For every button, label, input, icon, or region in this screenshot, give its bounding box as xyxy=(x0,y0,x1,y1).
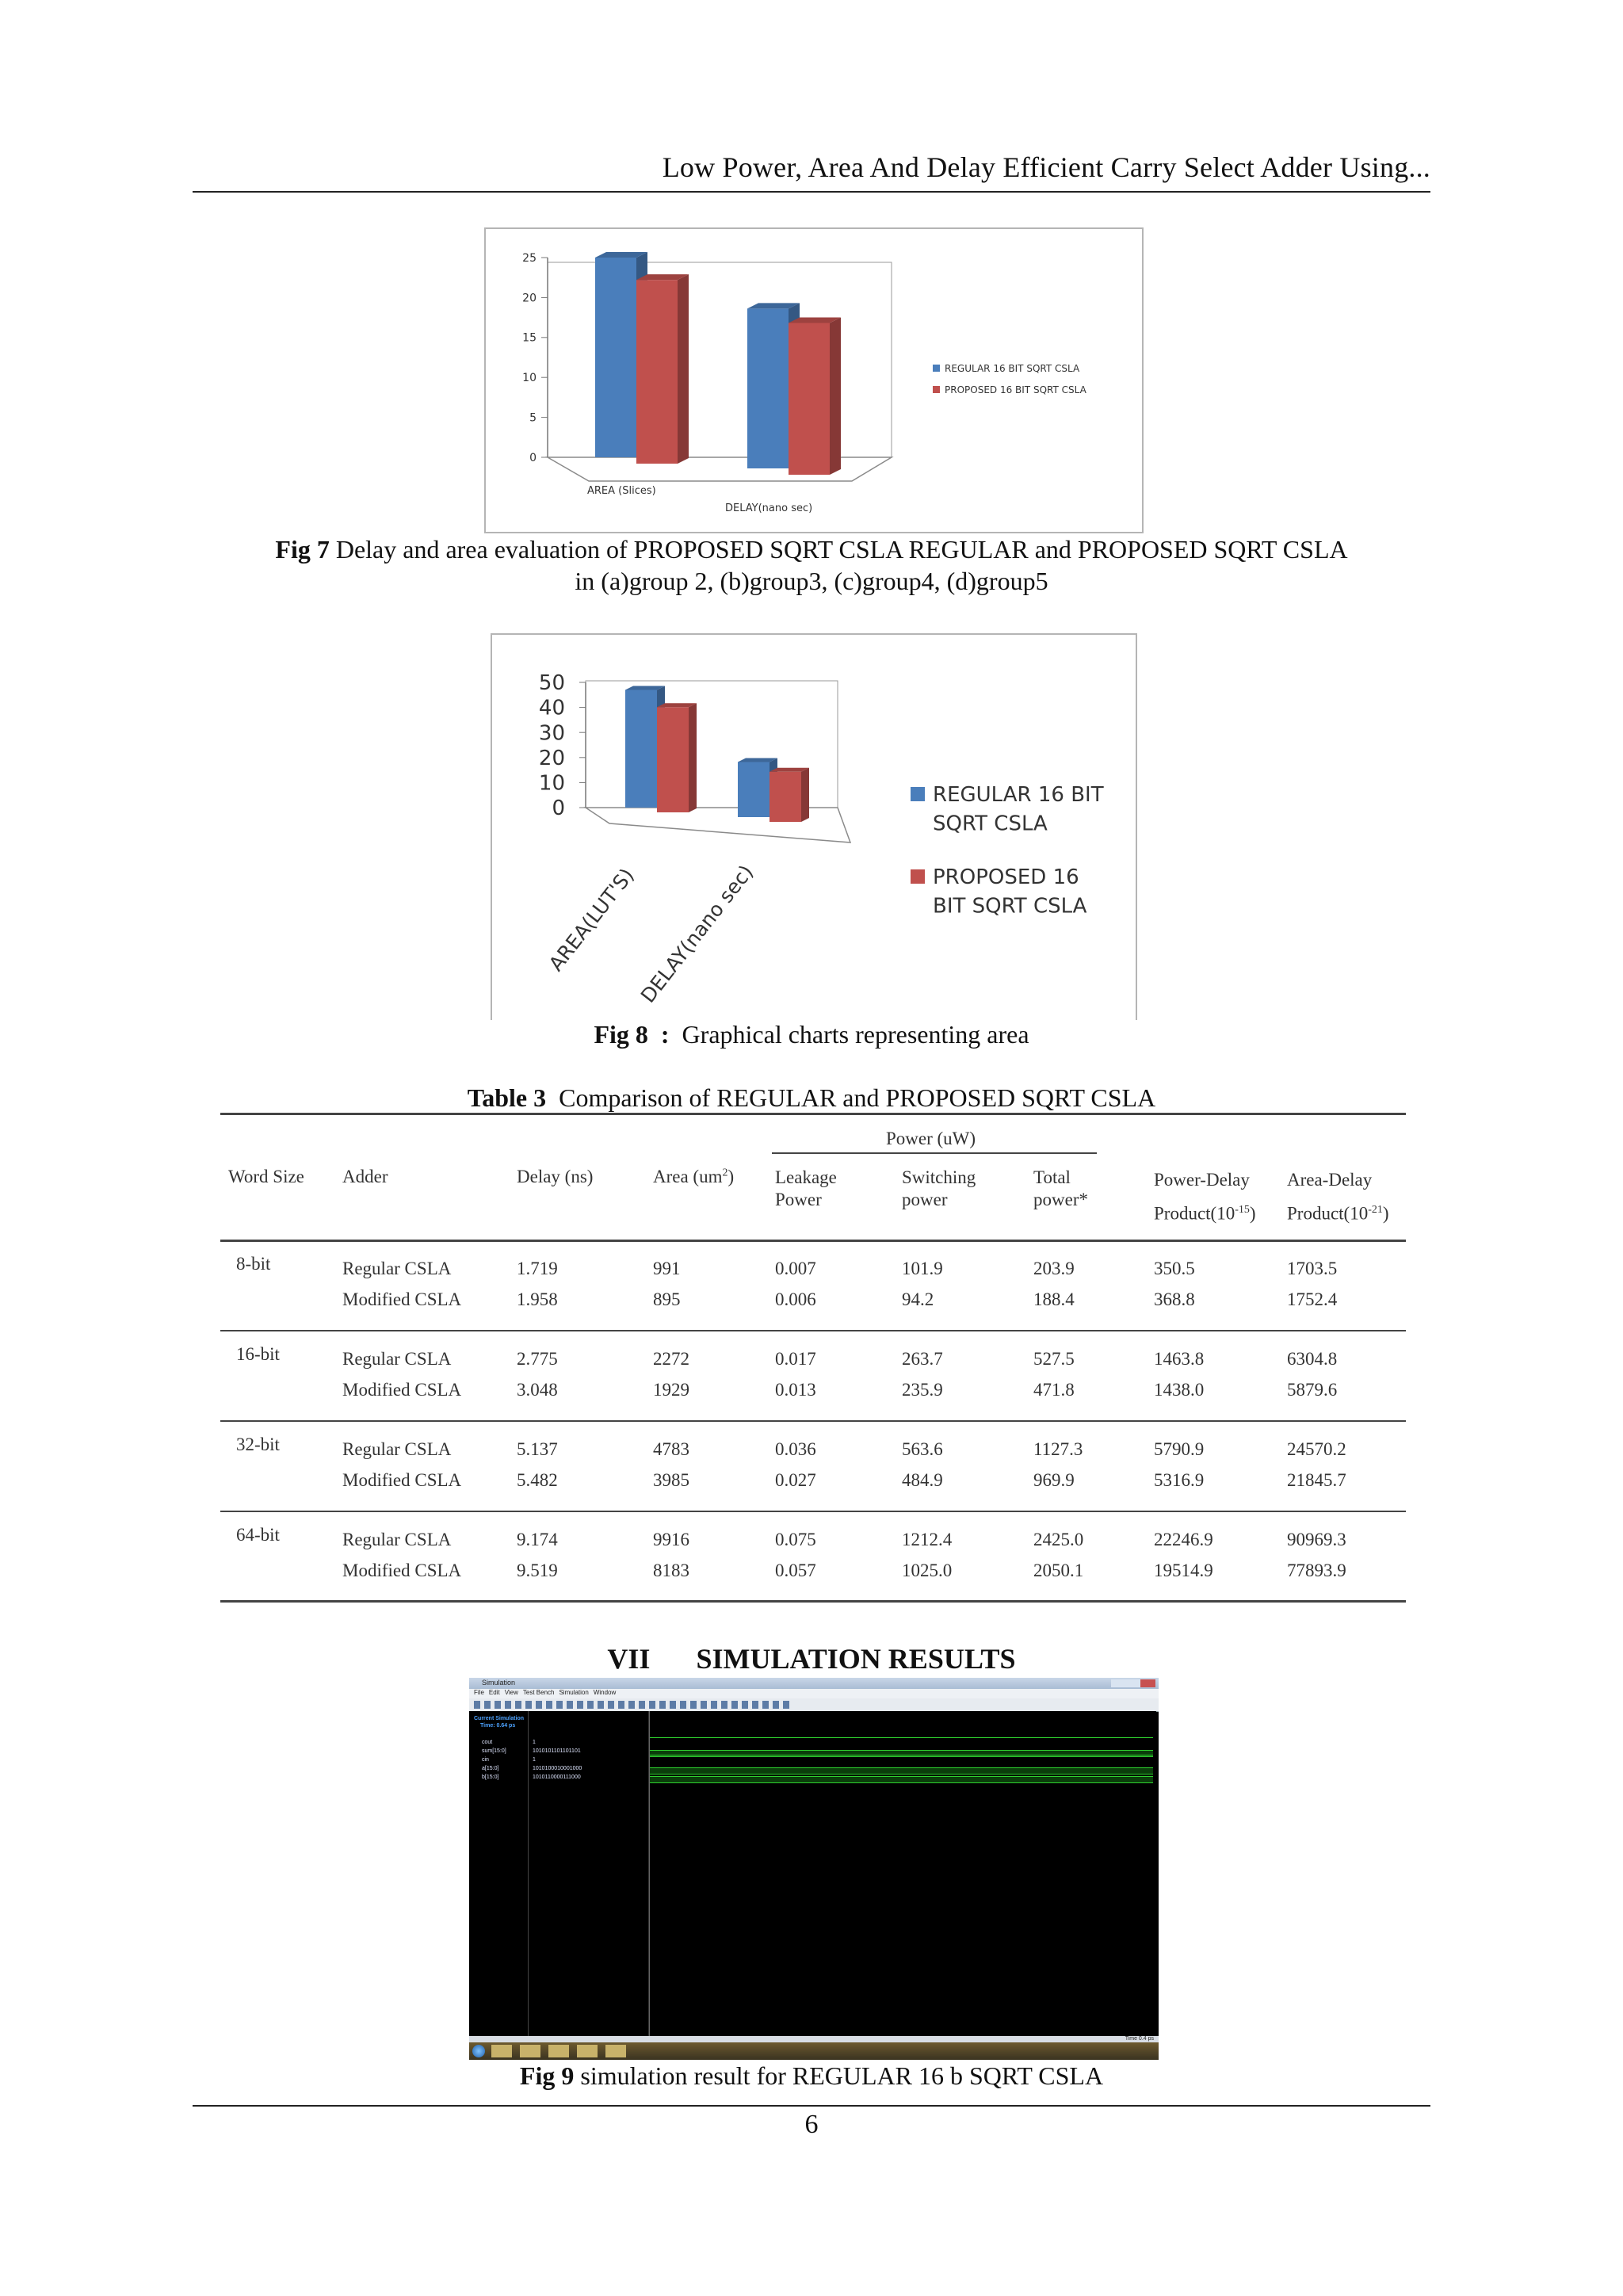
value-cell: 5.137 xyxy=(517,1439,558,1459)
value-cell: 5879.6 xyxy=(1287,1380,1338,1400)
adder-cell: Modified CSLA xyxy=(342,1470,462,1490)
value-cell: 188.4 xyxy=(1033,1289,1075,1309)
header-adp-1: Area-Delay xyxy=(1287,1170,1373,1190)
fig9-caption xyxy=(193,2060,1430,2092)
value-cell: 90969.3 xyxy=(1287,1530,1346,1549)
fig8-chart xyxy=(491,633,1137,1020)
value-cell: 101.9 xyxy=(902,1259,943,1278)
section-number: VII xyxy=(607,1643,651,1675)
header-area-text: Area (um xyxy=(653,1167,723,1186)
sim-time-cursor[interactable] xyxy=(649,1711,650,2036)
value-cell: 203.9 xyxy=(1033,1259,1075,1278)
sim-signal-name[interactable]: b[15:0] xyxy=(482,1775,499,1780)
bar-front xyxy=(747,308,789,468)
sim-waveform xyxy=(649,1776,1153,1783)
category-label: DELAY(nano sec) xyxy=(725,502,813,514)
legend-label: PROPOSED 16 BIT SQRT CSLA xyxy=(945,384,1086,395)
category-label: DELAY(nano sec) xyxy=(636,860,758,1007)
value-cell: 895 xyxy=(653,1289,681,1309)
value-cell: 8183 xyxy=(653,1561,689,1580)
value-cell: 1127.3 xyxy=(1033,1439,1083,1459)
header-delay: Delay (ns) xyxy=(517,1167,594,1186)
section-title: SIMULATION RESULTS xyxy=(696,1643,1016,1675)
bar-front xyxy=(657,707,689,812)
sim-menu-item[interactable]: View xyxy=(504,1689,518,1696)
adder-cell: Modified CSLA xyxy=(342,1561,462,1580)
y-tick-label: 25 xyxy=(522,251,537,265)
value-cell: 0.006 xyxy=(775,1289,816,1309)
bar-side xyxy=(678,274,689,464)
value-cell: 350.5 xyxy=(1154,1259,1195,1278)
value-cell: 1.719 xyxy=(517,1259,558,1278)
value-cell: 1463.8 xyxy=(1154,1349,1205,1369)
power-group-header: Power (uW) xyxy=(886,1129,976,1148)
y-tick-label: 20 xyxy=(538,746,565,770)
sim-signal-name[interactable]: cin xyxy=(482,1757,489,1763)
value-cell: 1212.4 xyxy=(902,1530,953,1549)
value-cell: 1752.4 xyxy=(1287,1289,1338,1309)
legend-swatch xyxy=(933,386,940,393)
legend-swatch xyxy=(911,787,925,801)
bar-front xyxy=(769,772,801,822)
header-adp xyxy=(1287,1165,1389,1229)
sim-signal-name[interactable]: sum[15:0] xyxy=(482,1748,506,1754)
sim-menu-item[interactable]: Simulation xyxy=(559,1689,589,1696)
value-cell: 471.8 xyxy=(1033,1380,1075,1400)
category-label: AREA (Slices) xyxy=(587,485,656,497)
running-head: Low Power, Area And Delay Efficient Carry Select Adder Using... xyxy=(662,151,1430,183)
value-cell: 77893.9 xyxy=(1287,1561,1346,1580)
sim-menu-item[interactable]: File xyxy=(474,1689,484,1696)
sim-signal-value: 1010110000111000 xyxy=(533,1775,581,1780)
adder-cell: Regular CSLA xyxy=(342,1349,452,1369)
sim-menu-item[interactable]: Test Bench xyxy=(522,1689,555,1696)
value-cell: 1929 xyxy=(653,1380,689,1400)
value-cell: 94.2 xyxy=(902,1289,934,1309)
bar-front xyxy=(789,323,830,475)
legend-label: SQRT CSLA xyxy=(933,812,1048,836)
value-cell: 969.9 xyxy=(1033,1470,1075,1490)
bar-side xyxy=(830,317,841,475)
sim-window-title: Simulation xyxy=(482,1679,516,1687)
table3-caption xyxy=(193,1082,1430,1114)
header-pdp-sup: -15 xyxy=(1235,1204,1250,1216)
value-cell: 5790.9 xyxy=(1154,1439,1205,1459)
bar-side xyxy=(689,703,697,812)
sim-toolbar[interactable] xyxy=(469,1698,1159,1712)
sim-wave-area xyxy=(649,1711,1156,2036)
power-group-rule xyxy=(772,1152,1097,1154)
header-pdp xyxy=(1154,1165,1256,1229)
sim-status-time: Time 0.4 ps xyxy=(1125,2036,1154,2042)
fig7-caption-line1: Delay and area evaluation of PROPOSED SQRT CSLA REGULAR and PROPOSED SQRT CSLA xyxy=(335,535,1348,563)
sim-window-controls[interactable] xyxy=(1111,1679,1155,1687)
value-cell: 1703.5 xyxy=(1287,1259,1338,1278)
footer-rule xyxy=(193,2105,1430,2107)
word-size-cell: 16-bit xyxy=(236,1344,280,1364)
value-cell: 0.036 xyxy=(775,1439,816,1459)
header-switching xyxy=(902,1167,976,1211)
value-cell: 5316.9 xyxy=(1154,1470,1205,1490)
table-rule xyxy=(220,1511,1406,1512)
value-cell: 9.174 xyxy=(517,1530,558,1549)
header-pdp-2: Product(10 xyxy=(1154,1203,1235,1224)
value-cell: 1.958 xyxy=(517,1289,558,1309)
page-number: 6 xyxy=(804,2110,819,2139)
legend-label: PROPOSED 16 xyxy=(933,865,1079,889)
value-cell: 21845.7 xyxy=(1287,1470,1346,1490)
value-cell: 6304.8 xyxy=(1287,1349,1338,1369)
table-rule xyxy=(220,1600,1406,1603)
header-leakage-1: Leakage xyxy=(775,1167,837,1187)
fig7-caption xyxy=(193,533,1430,597)
header-word-size: Word Size xyxy=(228,1167,304,1186)
header-total xyxy=(1033,1167,1088,1211)
table3-label: Table 3 xyxy=(467,1083,547,1112)
value-cell: 19514.9 xyxy=(1154,1561,1213,1580)
y-tick-label: 40 xyxy=(538,696,565,720)
header-adp-close: ) xyxy=(1382,1203,1389,1224)
category-label: AREA(LUT'S) xyxy=(544,864,639,976)
sim-menu-bar xyxy=(469,1689,1159,1698)
word-size-cell: 32-bit xyxy=(236,1435,280,1454)
value-cell: 5.482 xyxy=(517,1470,558,1490)
legend-swatch xyxy=(911,869,925,884)
sim-waveform xyxy=(649,1737,1153,1738)
value-cell: 2425.0 xyxy=(1033,1530,1084,1549)
bar-front xyxy=(636,280,678,464)
sim-scrollbar[interactable] xyxy=(469,2036,1159,2042)
value-cell: 0.057 xyxy=(775,1561,816,1580)
adder-cell: Modified CSLA xyxy=(342,1289,462,1309)
header-area-sup: 2 xyxy=(722,1167,728,1179)
header-total-2: power* xyxy=(1033,1190,1088,1209)
legend-swatch xyxy=(933,365,940,372)
legend-label: REGULAR 16 BIT SQRT CSLA xyxy=(945,363,1080,374)
fig9-label: Fig 9 xyxy=(519,2061,575,2090)
header-area-close: ) xyxy=(727,1167,735,1186)
table-top-rule xyxy=(220,1113,1406,1115)
header-leakage-2: Power xyxy=(775,1190,822,1209)
y-tick-label: 50 xyxy=(538,671,565,696)
sim-menu-item[interactable]: Edit xyxy=(488,1689,500,1696)
value-cell: 1438.0 xyxy=(1154,1380,1205,1400)
value-cell: 3985 xyxy=(653,1470,689,1490)
value-cell: 263.7 xyxy=(902,1349,943,1369)
fig8-separator: : xyxy=(660,1020,670,1049)
sim-panel-title-1: Current Simulation xyxy=(474,1716,525,1721)
fig8-caption xyxy=(193,1018,1430,1050)
sim-signal-value: 1 xyxy=(533,1740,536,1745)
table-rule xyxy=(220,1240,1406,1242)
sim-signal-name[interactable]: a[15:0] xyxy=(482,1766,499,1771)
value-cell: 991 xyxy=(653,1259,681,1278)
fig7-chart xyxy=(484,227,1144,533)
sim-waveform xyxy=(649,1767,1153,1775)
header-pdp-close: ) xyxy=(1249,1203,1256,1224)
header-adp-2: Product(10 xyxy=(1287,1203,1369,1224)
value-cell: 2.775 xyxy=(517,1349,558,1369)
value-cell: 22246.9 xyxy=(1154,1530,1213,1549)
taskbar-apps[interactable] xyxy=(491,2045,634,2057)
sim-signal-value: 1010100010001000 xyxy=(533,1766,582,1771)
value-cell: 0.017 xyxy=(775,1349,816,1369)
value-cell: 24570.2 xyxy=(1287,1439,1346,1459)
sim-waveform xyxy=(649,1750,1153,1757)
value-cell: 0.075 xyxy=(775,1530,816,1549)
header-pdp-1: Power-Delay xyxy=(1154,1170,1250,1190)
value-cell: 3.048 xyxy=(517,1380,558,1400)
header-switching-2: power xyxy=(902,1190,948,1209)
value-cell: 2050.1 xyxy=(1033,1561,1084,1580)
y-tick-label: 0 xyxy=(529,451,537,464)
fig7-label: Fig 7 xyxy=(275,535,330,563)
chart-floor xyxy=(586,808,850,842)
fig8-label: Fig 8 xyxy=(594,1020,648,1049)
adder-cell: Regular CSLA xyxy=(342,1259,452,1278)
value-cell: 4783 xyxy=(653,1439,689,1459)
y-tick-label: 20 xyxy=(522,292,537,305)
value-cell: 0.013 xyxy=(775,1380,816,1400)
value-cell: 368.8 xyxy=(1154,1289,1195,1309)
header-adder: Adder xyxy=(342,1167,388,1186)
y-tick-label: 15 xyxy=(522,331,537,345)
table-rule xyxy=(220,1330,1406,1331)
header-area xyxy=(653,1167,734,1187)
sim-signal-value: 1 xyxy=(533,1757,536,1763)
y-tick-label: 30 xyxy=(538,721,565,746)
start-button-icon[interactable] xyxy=(472,2045,485,2057)
value-cell: 1025.0 xyxy=(902,1561,953,1580)
y-tick-label: 10 xyxy=(538,771,565,796)
header-total-1: Total xyxy=(1033,1167,1071,1187)
y-tick-label: 10 xyxy=(522,372,537,385)
fig8-caption-text: Graphical charts representing area xyxy=(682,1020,1029,1049)
header-rule xyxy=(193,191,1430,193)
fig8-chart-svg xyxy=(492,635,1136,1020)
sim-title-bar xyxy=(469,1678,1159,1689)
adder-cell: Regular CSLA xyxy=(342,1530,452,1549)
bar-front xyxy=(595,258,636,457)
legend-label: REGULAR 16 BIT xyxy=(933,783,1104,807)
y-tick-label: 5 xyxy=(529,411,537,425)
table3-caption-text: Comparison of REGULAR and PROPOSED SQRT CSLA xyxy=(559,1083,1156,1112)
simulation-screenshot xyxy=(469,1678,1159,2060)
bar-front xyxy=(625,690,657,808)
value-cell: 0.007 xyxy=(775,1259,816,1278)
value-cell: 2272 xyxy=(653,1349,689,1369)
sim-menu-item[interactable]: Window xyxy=(593,1689,617,1696)
table-rule xyxy=(220,1420,1406,1422)
sim-signal-name[interactable]: cout xyxy=(482,1740,493,1745)
value-cell: 527.5 xyxy=(1033,1349,1075,1369)
section-heading xyxy=(0,1642,1623,1675)
header-switching-1: Switching xyxy=(902,1167,976,1187)
adder-cell: Modified CSLA xyxy=(342,1380,462,1400)
sim-signal-panel xyxy=(469,1711,649,2036)
value-cell: 484.9 xyxy=(902,1470,943,1490)
fig9-caption-text: simulation result for REGULAR 16 b SQRT CSLA xyxy=(580,2061,1104,2090)
value-cell: 9.519 xyxy=(517,1561,558,1580)
adder-cell: Regular CSLA xyxy=(342,1439,452,1459)
header-leakage xyxy=(775,1167,837,1211)
value-cell: 0.027 xyxy=(775,1470,816,1490)
word-size-cell: 8-bit xyxy=(236,1254,271,1274)
word-size-cell: 64-bit xyxy=(236,1525,280,1545)
bar-front xyxy=(738,762,769,817)
value-cell: 563.6 xyxy=(902,1439,943,1459)
fig7-chart-svg xyxy=(486,229,1142,532)
fig7-caption-line2: in (a)group 2, (b)group3, (c)group4, (d)group5 xyxy=(575,567,1048,595)
legend-label: BIT SQRT CSLA xyxy=(933,894,1087,919)
header-adp-sup: -21 xyxy=(1368,1204,1383,1216)
sim-signal-value: 1010101101101101 xyxy=(533,1748,581,1754)
bar-side xyxy=(801,768,809,822)
value-cell: 235.9 xyxy=(902,1380,943,1400)
y-tick-label: 0 xyxy=(552,797,565,821)
value-cell: 9916 xyxy=(653,1530,689,1549)
sim-taskbar xyxy=(469,2042,1159,2060)
sim-panel-title-2: Time: 0.64 ps xyxy=(480,1723,516,1729)
